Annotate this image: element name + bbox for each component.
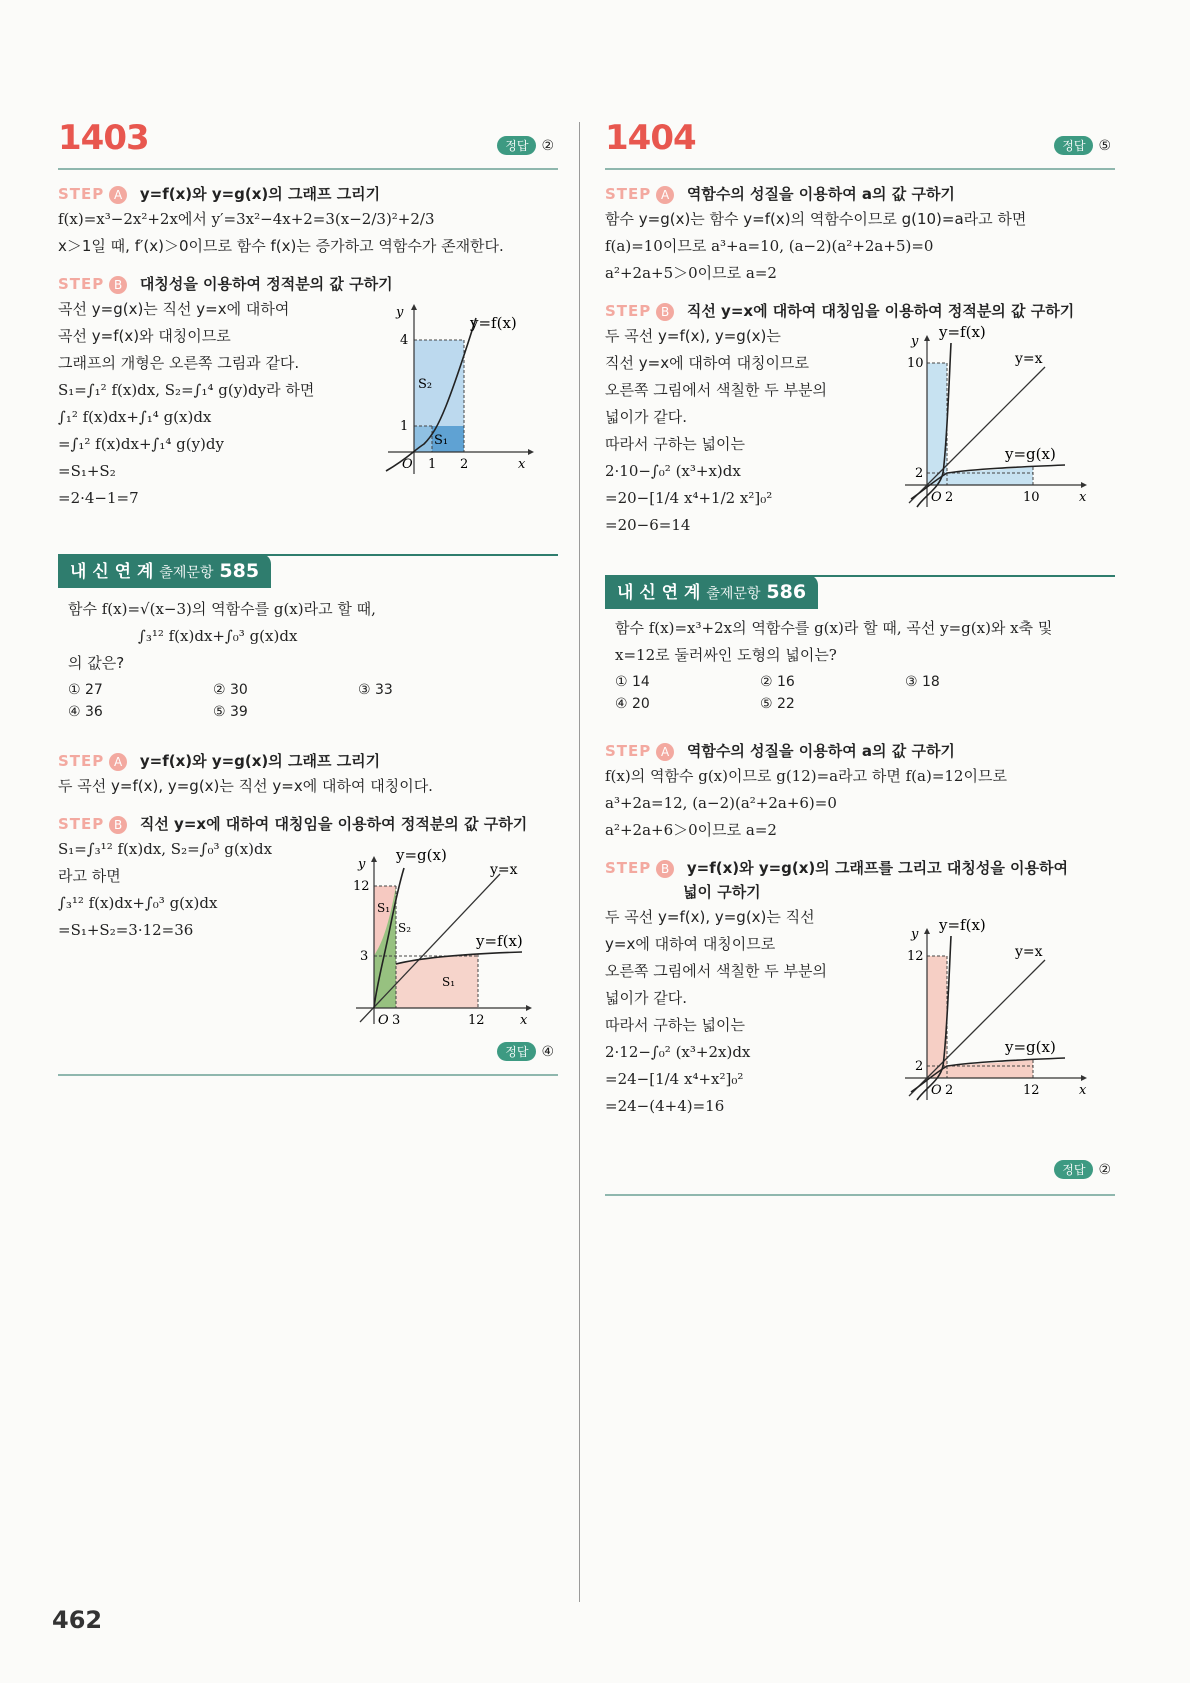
choice[interactable]: ⑤ 22 [760,696,795,712]
choice[interactable]: ④ 20 [615,696,650,712]
solution-line: 넓이가 같다. [605,989,687,1007]
banner-number: 586 [766,581,807,603]
solution-line: 따라서 구하는 넓이는 [605,435,745,453]
step-label: STEP [605,859,652,877]
step-title: 역함수의 성질을 이용하여 a의 값 구하기 [686,742,955,760]
step-badge: A [656,743,674,761]
region-label-s1: S₁ [434,433,449,448]
step-a-heading [605,739,1115,763]
answer-value: ④ [541,1044,554,1060]
step-title: y=f(x)와 y=g(x)의 그래프 그리기 [139,185,381,203]
tick-label: 3 [360,949,369,964]
banner-small: 출제문항 [706,586,761,602]
solution-text [58,296,388,512]
tick-label: 2 [915,466,924,481]
tick-label: 2 [915,1059,924,1074]
banner-title: 내 신 연 계 [617,583,701,603]
question-line: x=12로 둘러싸인 도형의 넓이는? [615,646,837,664]
region-label: S₁ [442,975,456,989]
step-badge: B [656,860,674,878]
y-axis-label: y [911,334,919,349]
right-column [605,118,1115,1196]
solution-line: =2·4−1=7 [58,489,139,507]
region-label: S₂ [398,921,412,935]
question-expr: ∫₃¹² f(x)dx+∫₀³ g(x)dx [138,627,298,645]
solution-line: f(a)=10이므로 a³+a=10, (a−2)(a²+2a+5)=0 [605,237,934,255]
step-b-heading [58,812,558,836]
tick-label: 12 [907,949,924,964]
tick-label: 12 [468,1013,485,1028]
step-title-cont: 넓이 구하기 [683,883,761,901]
y-axis-label: y [396,305,404,320]
graph-585 [350,838,550,1028]
banner-title: 내 신 연 계 [70,562,154,582]
step-b-heading [58,272,558,296]
step-title: 직선 y=x에 대하여 대칭임을 이용하여 정적분의 값 구하기 [139,815,528,833]
solution-line: 곡선 y=f(x)와 대칭이므로 [58,327,231,345]
region-label: S₁ [377,901,391,915]
answer-value: ② [1098,1162,1111,1178]
tick-label: 1 [400,419,409,434]
step-label: STEP [605,742,652,760]
solution-line: 직선 y=x에 대하여 대칭이므로 [605,354,810,372]
question-line: 함수 f(x)=√(x−3)의 역함수를 g(x)라고 할 때, [68,600,376,618]
region-label-s2: S₂ [418,377,433,392]
choice[interactable]: ② 30 [213,682,248,698]
answer-badge [497,1042,554,1061]
solution-line: f(x)=x³−2x²+2x에서 y′=3x²−4x+2=3(x−2/3)²+2/3 [58,210,435,228]
tick-label: 10 [1023,490,1040,505]
step-label: STEP [605,302,652,320]
g-label: y=g(x) [396,846,447,864]
banner-585 [58,554,558,590]
step-title: 역함수의 성질을 이용하여 a의 값 구하기 [686,185,955,203]
y-axis-label: y [911,927,919,942]
banner-586 [605,575,1115,611]
answer-badge [497,136,554,155]
solution-line: ∫₁² f(x)dx+∫₁⁴ g(x)dx [58,408,212,426]
tick-label: 3 [392,1013,401,1028]
answer-label: 정답 [1054,136,1093,155]
solution-line: y=x에 대하여 대칭이므로 [605,935,776,953]
region-bottom [947,467,1033,485]
answer-value: ⑤ [1098,138,1111,154]
x-axis-label: x [1079,490,1087,505]
step-badge: A [656,186,674,204]
solution-line: 두 곡선 y=f(x), y=g(x)는 직선 y=x에 대하여 대칭이다. [58,777,433,795]
banner-label [58,554,271,588]
g-label: y=g(x) [1005,1038,1056,1056]
f-label: y=f(x) [939,323,986,341]
solution-text [58,836,391,944]
g-label: y=g(x) [1005,445,1056,463]
banner-label [605,575,818,609]
solution-line: 따라서 구하는 넓이는 [605,1016,745,1034]
solution-line: =20−[1/4 x⁴+1/2 x²]₀² [605,489,773,507]
answer-value: ② [541,138,554,154]
choice[interactable]: ⑤ 39 [213,704,248,720]
solution-line: =20−6=14 [605,516,691,534]
tick-label: 2 [460,457,469,472]
solution-line: a²+2a+6＞0이므로 a=2 [605,821,777,839]
tick-label: 10 [907,356,924,371]
left-column [58,118,558,1076]
solution-line: 두 곡선 y=f(x), y=g(x)는 직선 [605,908,815,926]
solution-line: 넓이가 같다. [605,408,687,426]
choice[interactable]: ② 16 [760,674,795,690]
solution-line: =∫₁² f(x)dx+∫₁⁴ g(y)dy [58,435,224,453]
origin-label: O [931,1083,942,1098]
step-badge: B [109,816,127,834]
solution-text [605,323,935,539]
solution-line: =S₁+S₂=3·12=36 [58,921,194,939]
column-divider [579,122,580,1602]
page-number: 462 [52,1606,103,1634]
choice[interactable]: ③ 33 [358,682,393,698]
region-bottom [947,1060,1033,1078]
origin-label: O [378,1013,389,1028]
solution-text [605,904,935,1120]
solution-line: 오른쪽 그림에서 색칠한 두 부분의 [605,381,827,399]
choice[interactable]: ① 27 [68,682,103,698]
step-badge: B [656,303,674,321]
line-label: y=x [1015,351,1043,367]
solution-line: 두 곡선 y=f(x), y=g(x)는 [605,327,781,345]
solution-line: 2·10−∫₀² (x³+x)dx [605,462,741,480]
solution-line: 함수 y=g(x)는 함수 y=f(x)의 역함수이므로 g(10)=a라고 하면 [605,210,1027,228]
x-axis-label: x [1079,1083,1087,1098]
step-badge: A [109,753,127,771]
choice[interactable]: ① 14 [615,674,650,690]
problem-1404-header [605,118,1115,170]
tick-label: 12 [353,879,370,894]
solution-line: 라고 하면 [58,867,121,885]
question-586 [605,615,1115,715]
choices-585 [68,679,558,723]
step-b-body [605,904,1115,1196]
graph-586 [895,916,1105,1106]
line-label: y=x [490,862,518,878]
curve-label: y=f(x) [470,314,517,332]
problem-number: 1404 [605,118,696,158]
step-title: y=f(x)와 y=g(x)의 그래프 그리기 [139,752,381,770]
tick-label: 1 [428,457,437,472]
solution-line: 2·12−∫₀² (x³+2x)dx [605,1043,751,1061]
choice[interactable]: ③ 18 [905,674,940,690]
question-line: 함수 f(x)=x³+2x의 역함수를 g(x)라 할 때, 곡선 y=g(x)와 x축 및 [615,619,1053,637]
answer-badge [1054,136,1111,155]
solution-line: 곡선 y=g(x)는 직선 y=x에 대하여 [58,300,290,318]
answer-label: 정답 [497,136,536,155]
step-a-heading [58,749,558,773]
solution-line: 오른쪽 그림에서 색칠한 두 부분의 [605,962,827,980]
step-label: STEP [58,275,105,293]
solution-line: a³+2a=12, (a−2)(a²+2a+6)=0 [605,794,837,812]
step-b-heading [605,299,1115,323]
choice[interactable]: ④ 36 [68,704,103,720]
tick-label: 12 [1023,1083,1040,1098]
origin-label: O [402,457,413,472]
x-axis-label: x [520,1013,528,1028]
step-label: STEP [58,185,105,203]
choices-586 [615,671,1115,715]
step-b-body [58,296,558,528]
question-585 [58,596,558,723]
step-b-heading [605,856,1115,904]
f-label: y=f(x) [476,932,523,950]
step-a-heading [58,182,558,206]
graph-1404 [895,323,1105,513]
solution-line: f(x)의 역함수 g(x)이므로 g(12)=a라고 하면 f(a)=12이므로 [605,767,1007,785]
origin-label: O [931,490,942,505]
banner-small: 출제문항 [159,565,214,581]
solution-line: =24−(4+4)=16 [605,1097,725,1115]
solution-line: a²+2a+5＞0이므로 a=2 [605,264,777,282]
y-axis-label: y [358,857,366,872]
step-label: STEP [58,815,105,833]
step-title: y=f(x)와 y=g(x)의 그래프를 그리고 대칭성을 이용하여 [686,859,1069,877]
step-b-body [605,323,1115,549]
answer-badge [1054,1160,1111,1179]
f-label: y=f(x) [939,916,986,934]
solution-line: =24−[1/4 x⁴+x²]₀² [605,1070,744,1088]
question-tail: 의 값은? [68,654,125,672]
graph-1403 [378,296,548,486]
answer-label: 정답 [497,1042,536,1061]
step-label: STEP [58,752,105,770]
step-badge: A [109,186,127,204]
solution-line: =S₁+S₂ [58,462,116,480]
solution-line: S₁=∫₃¹² f(x)dx, S₂=∫₀³ g(x)dx [58,840,273,858]
problem-number: 1403 [58,118,149,158]
tick-label: 2 [945,490,954,505]
step-a-heading [605,182,1115,206]
solution-line: x＞1일 때, f′(x)＞0이므로 함수 f(x)는 증가하고 역함수가 존재한다. [58,237,504,255]
solution-line: 그래프의 개형은 오른쪽 그림과 같다. [58,354,300,372]
step-title: 대칭성을 이용하여 정적분의 값 구하기 [139,275,393,293]
step-badge: B [109,276,127,294]
x-axis-label: x [518,457,526,472]
problem-1403-header [58,118,558,170]
line-label: y=x [1015,944,1043,960]
answer-label: 정답 [1054,1160,1093,1179]
solution-line: ∫₃¹² f(x)dx+∫₀³ g(x)dx [58,894,218,912]
banner-number: 585 [219,560,260,582]
step-label: STEP [605,185,652,203]
tick-label: 4 [400,333,409,348]
step-title: 직선 y=x에 대하여 대칭임을 이용하여 정적분의 값 구하기 [686,302,1075,320]
step-b-body [58,836,558,1076]
tick-label: 2 [945,1083,954,1098]
solution-line: S₁=∫₁² f(x)dx, S₂=∫₁⁴ g(y)dy라 하면 [58,381,315,399]
